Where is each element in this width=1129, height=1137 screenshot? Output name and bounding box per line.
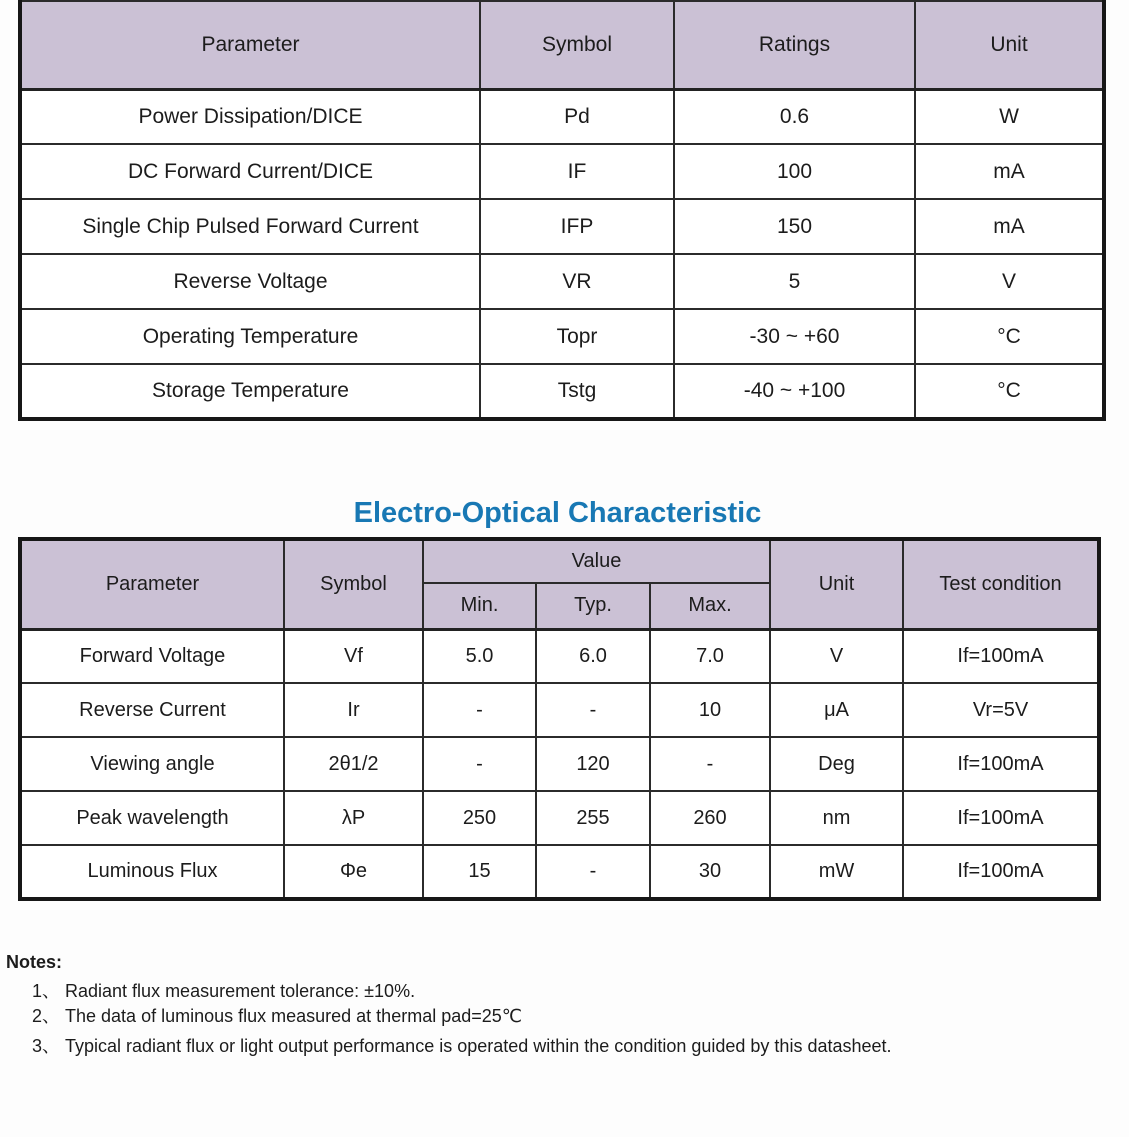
unit-cell: mA (915, 199, 1104, 254)
unit-cell: V (915, 254, 1104, 309)
header-symbol: Symbol (480, 1, 674, 89)
parameter-cell: Reverse Voltage (20, 254, 480, 309)
max-cell: 30 (650, 845, 770, 899)
header-max: Max. (650, 583, 770, 629)
header-symbol: Symbol (284, 539, 423, 629)
header-min: Min. (423, 583, 536, 629)
parameter-cell: Power Dissipation/DICE (20, 89, 480, 144)
parameter-cell: Peak wavelength (20, 791, 284, 845)
max-cell: 7.0 (650, 629, 770, 683)
header-parameter: Parameter (20, 539, 284, 629)
symbol-cell: Pd (480, 89, 674, 144)
unit-cell: W (915, 89, 1104, 144)
note-item: 2、 The data of luminous flux measured at thermal pad=25℃ (32, 1006, 522, 1026)
eo-header (20, 539, 1099, 629)
note-item: 3、 Typical radiant flux or light output performance is operated within the condition guided by this datasheet. (32, 1036, 892, 1056)
table-row (20, 254, 1104, 309)
header-unit: Unit (915, 1, 1104, 89)
test-condition-cell: If=100mA (903, 629, 1099, 683)
typ-cell: 255 (536, 791, 650, 845)
min-cell: 5.0 (423, 629, 536, 683)
unit-cell: °C (915, 309, 1104, 364)
symbol-cell: 2θ1/2 (284, 737, 423, 791)
parameter-cell: Operating Temperature (20, 309, 480, 364)
parameter-cell: Reverse Current (20, 683, 284, 737)
typ-cell: 120 (536, 737, 650, 791)
header-typ: Typ. (536, 583, 650, 629)
symbol-cell: λP (284, 791, 423, 845)
typ-cell: - (536, 683, 650, 737)
table-row (20, 845, 1099, 899)
notes-heading: Notes: (6, 952, 63, 972)
symbol-cell: VR (480, 254, 674, 309)
ratings-cell: -40 ~ +100 (674, 364, 915, 419)
symbol-cell: IFP (480, 199, 674, 254)
ratings-cell: -30 ~ +60 (674, 309, 915, 364)
unit-cell: mW (770, 845, 903, 899)
table-row (20, 309, 1104, 364)
min-cell: - (423, 737, 536, 791)
electro-optical-table (18, 537, 1101, 901)
parameter-cell: Storage Temperature (20, 364, 480, 419)
max-ratings-table (18, 0, 1106, 421)
unit-cell: °C (915, 364, 1104, 419)
notes-section (6, 952, 1116, 1059)
max-ratings-header-row (20, 1, 1104, 89)
parameter-cell: Single Chip Pulsed Forward Current (20, 199, 480, 254)
note-item: 1、 Radiant flux measurement tolerance: ±10%. (32, 981, 416, 1001)
ratings-cell: 0.6 (674, 89, 915, 144)
symbol-cell: Ir (284, 683, 423, 737)
unit-cell: mA (915, 144, 1104, 199)
unit-cell: nm (770, 791, 903, 845)
test-condition-cell: If=100mA (903, 737, 1099, 791)
table-row (20, 89, 1104, 144)
min-cell: 250 (423, 791, 536, 845)
symbol-cell: IF (480, 144, 674, 199)
parameter-cell: Forward Voltage (20, 629, 284, 683)
parameter-cell: Viewing angle (20, 737, 284, 791)
test-condition-cell: If=100mA (903, 791, 1099, 845)
symbol-cell: Tstg (480, 364, 674, 419)
header-test-condition: Test condition (903, 539, 1099, 629)
table-row (20, 199, 1104, 254)
ratings-cell: 100 (674, 144, 915, 199)
max-cell: 260 (650, 791, 770, 845)
header-value: Value (423, 539, 770, 583)
header-unit: Unit (770, 539, 903, 629)
table-row (20, 144, 1104, 199)
test-condition-cell: Vr=5V (903, 683, 1099, 737)
header-parameter: Parameter (20, 1, 480, 89)
test-condition-cell: If=100mA (903, 845, 1099, 899)
symbol-cell: Φe (284, 845, 423, 899)
section-title: Electro-Optical Characteristic (353, 497, 762, 529)
table-row (20, 629, 1099, 683)
typ-cell: - (536, 845, 650, 899)
table-row (20, 737, 1099, 791)
ratings-cell: 150 (674, 199, 915, 254)
parameter-cell: Luminous Flux (20, 845, 284, 899)
header-ratings: Ratings (674, 1, 915, 89)
table-row (20, 683, 1099, 737)
max-cell: - (650, 737, 770, 791)
unit-cell: μA (770, 683, 903, 737)
symbol-cell: Vf (284, 629, 423, 683)
unit-cell: V (770, 629, 903, 683)
unit-cell: Deg (770, 737, 903, 791)
symbol-cell: Topr (480, 309, 674, 364)
min-cell: - (423, 683, 536, 737)
typ-cell: 6.0 (536, 629, 650, 683)
max-cell: 10 (650, 683, 770, 737)
notes-list (6, 979, 1116, 1059)
parameter-cell: DC Forward Current/DICE (20, 144, 480, 199)
min-cell: 15 (423, 845, 536, 899)
table-row (20, 791, 1099, 845)
table-row (20, 364, 1104, 419)
ratings-cell: 5 (674, 254, 915, 309)
